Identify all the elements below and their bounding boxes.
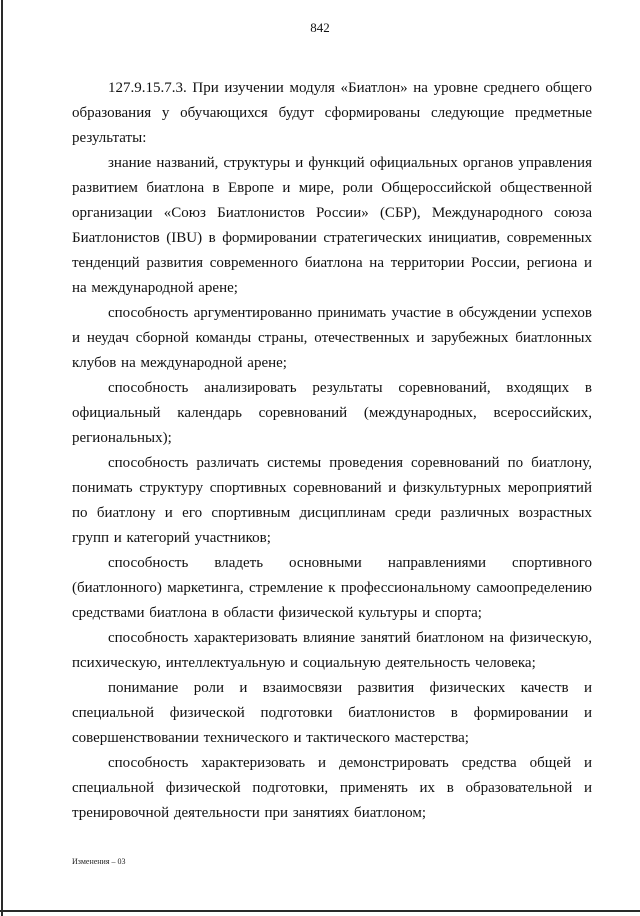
paragraph-argument: способность аргументированно принимать участие в обсуждении успехов и неудач сборной команды страны, отечественных и зарубежных биатлонных клубов на международной арене; (72, 305, 592, 371)
paragraph-understanding: понимание роли и взаимосвязи развития физических качеств и специальной физической подготовки биатлонистов в формировании и совершенствовании технического и тактического мастерства; (72, 680, 592, 746)
paragraph-knowledge: знание названий, структуры и функций официальных органов управления развитием биатлона в Европе и мире, роли Общероссийской общественной организации «Союз Биатлонистов России» (СБР), Международного союза Биатлонистов (IBU) в формировании стратегических инициатив, современных тенденций развития современного биатлона на территории России, региона и на международной арене; (72, 155, 592, 296)
page-number: 842 (310, 20, 330, 35)
page-edge-left (1, 0, 3, 916)
document-body (72, 76, 592, 826)
paragraph-influence: способность характеризовать влияние занятий биатлоном на физическую, психическую, интеллектуальную и социальную деятельность человека; (72, 630, 592, 671)
paragraph-analyze: способность анализировать результаты соревнований, входящих в официальный календарь соревнований (международных, всероссийских, региональных); (72, 380, 592, 446)
page-edge-bottom (0, 910, 640, 912)
paragraph-demonstrate: способность характеризовать и демонстрировать средства общей и специальной физической подготовки, применять их в образовательной и тренировочной деятельности при занятиях биатлоном; (72, 755, 592, 821)
paragraph-intro: 127.9.15.7.3. При изучении модуля «Биатлон» на уровне среднего общего образования у обучающихся будут сформированы следующие предметные результаты: (72, 80, 592, 146)
paragraph-marketing: способность владеть основными направлениями спортивного (биатлонного) маркетинга, стремление к профессиональному самоопределению средствами биатлона в области физической культуры и спорта; (72, 555, 592, 621)
footer-note: Изменения – 03 (72, 857, 126, 866)
paragraph-systems: способность различать системы проведения соревнований по биатлону, понимать структуру спортивных соревнований и физкультурных мероприятий по биатлону и его спортивным дисциплинам среди различных возрастных групп и категорий участников; (72, 455, 592, 546)
